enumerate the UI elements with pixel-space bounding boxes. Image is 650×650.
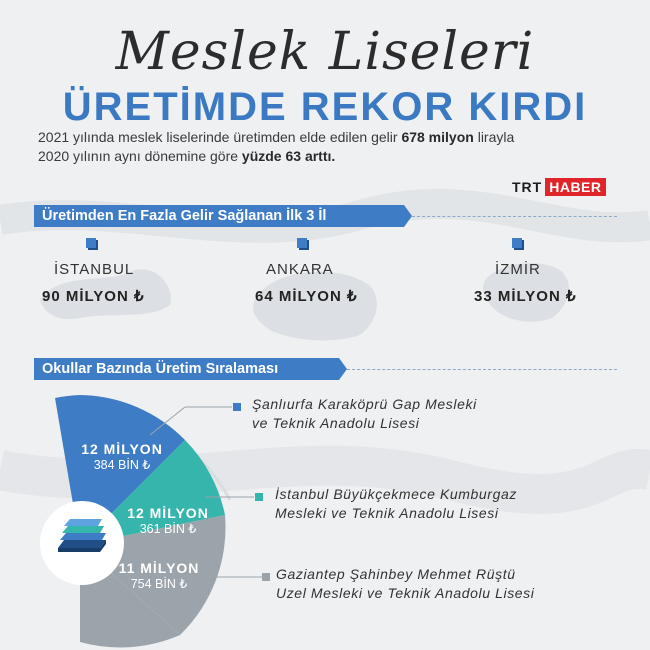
title-line-1: Meslek Liseleri (115, 22, 535, 82)
school-2-name: İstanbul Büyükçekmece Kumburgaz Mesleki ve Teknik Anadolu Lisesi (275, 486, 517, 521)
bullet-icon (262, 573, 270, 581)
title-line-2: ÜRETİMDE REKOR KIRDI (62, 85, 588, 129)
city-izmir-name: İZMİR (495, 261, 541, 278)
city-istanbul-value: 90 MİLYON ₺ (42, 288, 145, 305)
intro-amount: 678 milyon (401, 129, 474, 145)
intro-percent: yüzde 63 arttı. (241, 148, 336, 164)
section-top-cities-banner: Üretimden En Fazla Gelir Sağlanan İlk 3 İl (34, 205, 404, 227)
city-marker-icon (297, 238, 307, 248)
section-divider (347, 369, 617, 370)
city-istanbul-name: İSTANBUL (54, 261, 135, 278)
city-marker-icon (86, 238, 96, 248)
section-divider (412, 216, 617, 217)
school-1-name: Şanlıurfa Karaköprü Gap Mesleki ve Teknik Anadolu Lisesi (252, 396, 477, 431)
section-school-ranking-banner: Okullar Bazında Üretim Sıralaması (34, 358, 339, 380)
school-3-name: Gaziantep Şahinbey Mehmet Rüştü Uzel Mesleki ve Teknik Anadolu Lisesi (276, 566, 535, 601)
slice-rank-1-label: 12 MİLYON 384 BİN ₺ (81, 441, 163, 472)
city-izmir-value: 33 MİLYON ₺ (474, 288, 577, 305)
bullet-icon (233, 403, 241, 411)
slice-rank-2-label: 12 MİLYON 361 BİN ₺ (127, 505, 209, 536)
city-ankara-name: ANKARA (266, 261, 334, 278)
slice-rank-3-label: 11 MİLYON 754 BİN ₺ (118, 560, 200, 591)
intro-text: 2021 yılında meslek liselerinde üretimden elde edilen gelir 678 milyon lirayla 2020 yılının aynı dönemine göre yüzde 63 arttı. (38, 129, 515, 164)
trt-haber-logo: TRT HABER (512, 178, 606, 196)
city-marker-icon (512, 238, 522, 248)
bullet-icon (255, 493, 263, 501)
city-ankara-value: 64 MİLYON ₺ (255, 288, 358, 305)
